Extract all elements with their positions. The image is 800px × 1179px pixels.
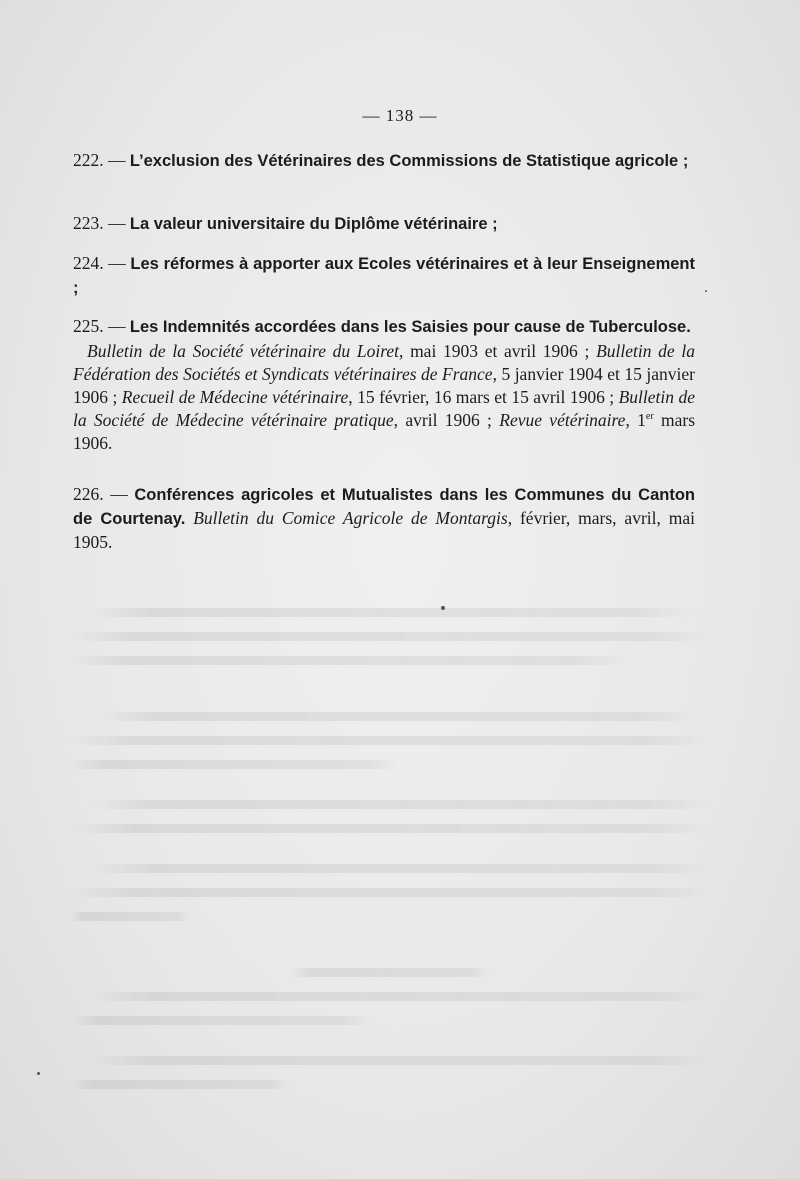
entry-223 bbox=[73, 212, 695, 236]
page-number: — 138 — bbox=[362, 106, 438, 125]
reference-title: Bulletin de la Fédération des Sociétés et Syndicats vétérinaires de France bbox=[73, 341, 695, 384]
reference-date: , février, mars, avril, mai 1905. bbox=[73, 508, 696, 552]
entry-222 bbox=[73, 149, 695, 173]
reference-date: , 15 février, 16 mars et 15 avril 1906 ; bbox=[348, 387, 619, 407]
reference-superscript: er bbox=[645, 411, 654, 423]
entry-number: 226. bbox=[73, 484, 104, 504]
entry-dash: — bbox=[103, 213, 130, 233]
ink-speck bbox=[705, 290, 707, 292]
entry-225 bbox=[73, 315, 695, 455]
entry-dash: — bbox=[103, 316, 130, 336]
reference-date: , mai 1903 et avril 1906 ; bbox=[399, 341, 597, 361]
entry-number: 224. bbox=[73, 253, 104, 273]
reference-title: Bulletin de la Société de Médecine vétérinaire pratique bbox=[73, 387, 695, 430]
reference-date: mars 1906. bbox=[73, 410, 696, 453]
show-through-texture bbox=[70, 560, 730, 1100]
entry-224 bbox=[73, 252, 695, 300]
entry-dash: — bbox=[103, 150, 130, 170]
ink-speck bbox=[441, 606, 445, 610]
entry-title: Les Indemnités accordées dans les Saisies pour cause de Tuberculose. bbox=[129, 318, 691, 336]
reference-date: , 1 bbox=[625, 410, 646, 430]
reference-date: , 5 janvier 1904 et 15 janvier 1906 ; bbox=[73, 364, 695, 407]
reference-title: Bulletin du Comice Agricole de Montargis bbox=[193, 508, 508, 528]
entry-references bbox=[73, 340, 695, 455]
entry-number: 225. bbox=[73, 316, 104, 336]
entry-title: Conférences agricoles et Mutualistes dans les Communes du Canton de Courtenay. bbox=[73, 486, 695, 528]
reference-date: , avril 1906 ; bbox=[393, 410, 500, 430]
ink-speck bbox=[37, 1072, 40, 1075]
entry-title: L’exclusion des Vétérinaires des Commissions de Statistique agricole ; bbox=[129, 152, 689, 170]
reference-title: Bulletin de la Société vétérinaire du Loiret bbox=[87, 341, 399, 361]
entry-226 bbox=[73, 483, 695, 554]
entry-dash: — bbox=[103, 484, 135, 504]
entry-dash: — bbox=[103, 253, 131, 273]
entry-title: La valeur universitaire du Diplôme vétérinaire ; bbox=[129, 215, 498, 233]
reference-title: Recueil de Médecine vétérinaire bbox=[121, 387, 349, 407]
entry-title: Les réformes à apporter aux Ecoles vétérinaires et à leur Enseignement ; bbox=[73, 255, 696, 297]
entry-number: 223. bbox=[73, 213, 104, 233]
reference-title: Revue vétérinaire bbox=[499, 410, 626, 430]
entry-number: 222. bbox=[73, 150, 104, 170]
